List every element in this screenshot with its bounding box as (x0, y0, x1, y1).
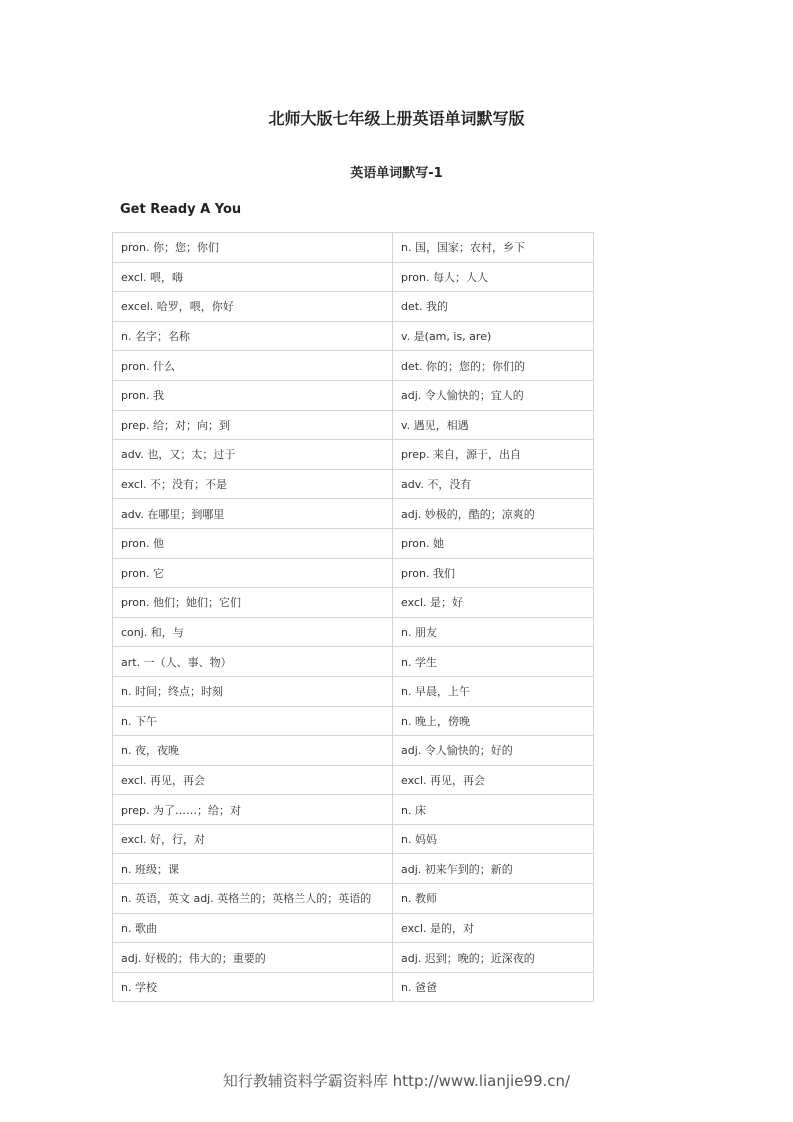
table-row (113, 292, 594, 322)
table-row (113, 884, 594, 914)
table-row (113, 617, 594, 647)
table-row (113, 321, 594, 351)
table-cell-right: det. 你的；您的；你们的 (393, 351, 594, 381)
document-subtitle: 英语单词默写-1 (350, 166, 443, 181)
table-cell-left: prep. 给；对；向；到 (113, 410, 393, 440)
table-cell-right: adj. 初来乍到的；新的 (393, 854, 594, 884)
table-cell-left: excl. 喂，嗨 (113, 262, 393, 292)
table-cell-right: n. 教师 (393, 884, 594, 914)
table-row (113, 380, 594, 410)
table-row (113, 824, 594, 854)
table-cell-right: adv. 不，没有 (393, 469, 594, 499)
table-cell-left: adv. 在哪里；到哪里 (113, 499, 393, 529)
table-cell-right: n. 国，国家；农村，乡下 (393, 233, 594, 263)
table-cell-right: adj. 妙极的，酷的；凉爽的 (393, 499, 594, 529)
table-cell-right: pron. 她 (393, 528, 594, 558)
table-row (113, 854, 594, 884)
table-row (113, 499, 594, 529)
table-cell-right: prep. 来自，源于，出自 (393, 440, 594, 470)
section-title: Get Ready A You (120, 202, 242, 217)
table-cell-right: adj. 令人愉快的；宜人的 (393, 380, 594, 410)
table-row (113, 736, 594, 766)
table-cell-right: pron. 每人；人人 (393, 262, 594, 292)
table-cell-right: adj. 令人愉快的；好的 (393, 736, 594, 766)
table-cell-right: n. 学生 (393, 647, 594, 677)
table-cell-left: pron. 他们；她们；它们 (113, 588, 393, 618)
table-cell-right: pron. 我们 (393, 558, 594, 588)
table-cell-left: adj. 好极的；伟大的；重要的 (113, 943, 393, 973)
table-row (113, 676, 594, 706)
table-cell-left: n. 英语，英文 adj. 英格兰的；英格兰人的；英语的 (113, 884, 393, 914)
vocabulary-table-body (113, 233, 594, 1002)
table-cell-left: n. 下午 (113, 706, 393, 736)
table-cell-right: excl. 再见，再会 (393, 765, 594, 795)
table-row (113, 647, 594, 677)
table-cell-left: pron. 什么 (113, 351, 393, 381)
table-cell-left: conj. 和，与 (113, 617, 393, 647)
table-cell-right: n. 早晨，上午 (393, 676, 594, 706)
table-cell-left: pron. 它 (113, 558, 393, 588)
table-cell-left: pron. 我 (113, 380, 393, 410)
table-cell-right: adj. 迟到；晚的；近深夜的 (393, 943, 594, 973)
table-cell-left: excl. 好，行，对 (113, 824, 393, 854)
table-cell-left: n. 学校 (113, 972, 393, 1002)
table-cell-left: excel. 哈罗，喂，你好 (113, 292, 393, 322)
table-row (113, 795, 594, 825)
table-cell-left: pron. 他 (113, 528, 393, 558)
table-row (113, 528, 594, 558)
table-row (113, 351, 594, 381)
table-cell-left: n. 夜，夜晚 (113, 736, 393, 766)
table-row (113, 706, 594, 736)
table-cell-left: pron. 你；您；你们 (113, 233, 393, 263)
vocabulary-table (112, 232, 594, 1002)
table-row (113, 410, 594, 440)
table-row (113, 440, 594, 470)
table-cell-right: n. 朋友 (393, 617, 594, 647)
table-cell-left: adv. 也，又；太；过于 (113, 440, 393, 470)
table-row (113, 765, 594, 795)
table-row (113, 233, 594, 263)
table-cell-left: excl. 不；没有；不是 (113, 469, 393, 499)
table-cell-right: n. 晚上，傍晚 (393, 706, 594, 736)
table-cell-left: art. 一（人、事、物） (113, 647, 393, 677)
table-row (113, 558, 594, 588)
table-cell-left: n. 班级；课 (113, 854, 393, 884)
table-cell-left: n. 时间；终点；时刻 (113, 676, 393, 706)
table-cell-right: excl. 是；好 (393, 588, 594, 618)
table-cell-right: det. 我的 (393, 292, 594, 322)
table-row (113, 262, 594, 292)
footer-watermark: 知行教辅资料学霸资料库 http://www.lianjie99.cn/ (222, 1072, 571, 1090)
table-cell-left: prep. 为了……；给；对 (113, 795, 393, 825)
table-row (113, 913, 594, 943)
table-cell-left: excl. 再见，再会 (113, 765, 393, 795)
table-cell-right: excl. 是的，对 (393, 913, 594, 943)
table-row (113, 972, 594, 1002)
document-title: 北师大版七年级上册英语单词默写版 (268, 109, 525, 128)
table-row (113, 469, 594, 499)
table-cell-left: n. 名字；名称 (113, 321, 393, 351)
table-cell-right: n. 爸爸 (393, 972, 594, 1002)
table-row (113, 588, 594, 618)
table-cell-right: n. 妈妈 (393, 824, 594, 854)
table-cell-right: n. 床 (393, 795, 594, 825)
table-row (113, 943, 594, 973)
table-cell-right: v. 是(am, is, are) (393, 321, 594, 351)
table-cell-right: v. 遇见，相遇 (393, 410, 594, 440)
table-cell-left: n. 歌曲 (113, 913, 393, 943)
